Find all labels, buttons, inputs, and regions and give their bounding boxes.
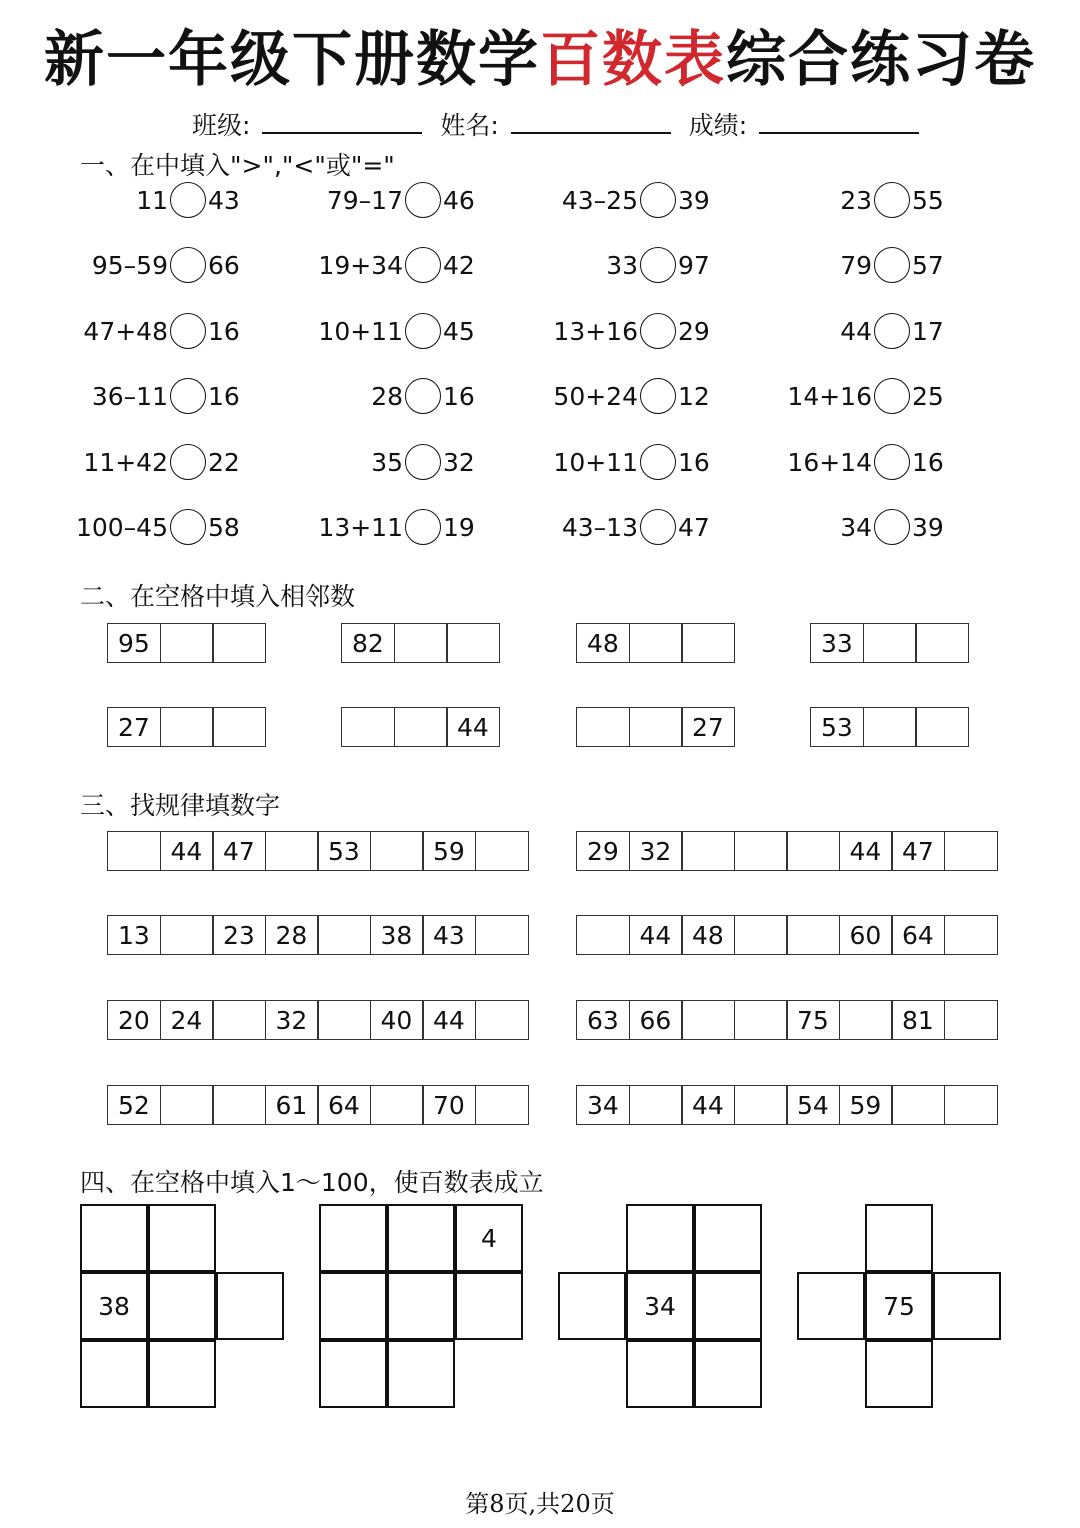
pattern-row <box>576 915 998 955</box>
number-box: 64 <box>317 1085 371 1125</box>
pattern-row <box>107 1085 529 1125</box>
number-box: 59 <box>839 1085 893 1125</box>
number-box: 38 <box>370 915 424 955</box>
pattern-row <box>107 831 529 871</box>
number-box: 82 <box>341 623 395 663</box>
name-label: 姓名: <box>440 111 499 140</box>
answer-circle[interactable] <box>874 313 910 349</box>
number-box[interactable] <box>160 707 214 747</box>
number-box: 53 <box>317 831 371 871</box>
number-box[interactable] <box>944 915 998 955</box>
left-expression: 79–17 <box>326 186 403 215</box>
right-value: 47 <box>678 513 710 542</box>
number-box: 63 <box>576 1000 630 1040</box>
right-value: 39 <box>912 513 944 542</box>
answer-circle[interactable] <box>640 378 676 414</box>
chart-cell[interactable] <box>694 1272 762 1340</box>
left-expression: 14+16 <box>787 382 872 412</box>
chart-cell[interactable] <box>148 1272 216 1340</box>
number-box: 44 <box>839 831 893 871</box>
number-box[interactable] <box>915 623 969 663</box>
number-box[interactable] <box>212 707 266 747</box>
chart-cell[interactable] <box>933 1272 1001 1340</box>
left-expression: 11+42 <box>83 447 168 477</box>
neighbor-box-group <box>341 623 500 663</box>
score-label: 成绩: <box>688 111 748 140</box>
chart-cell[interactable] <box>797 1272 865 1340</box>
number-box[interactable] <box>734 831 788 871</box>
number-box[interactable] <box>629 1085 683 1125</box>
chart-cell[interactable] <box>80 1340 148 1408</box>
number-box[interactable] <box>786 831 840 871</box>
number-box[interactable] <box>839 1000 893 1040</box>
number-box[interactable] <box>475 1085 529 1125</box>
number-box[interactable] <box>786 915 840 955</box>
chart-cell[interactable] <box>387 1204 455 1272</box>
number-box[interactable] <box>891 1085 945 1125</box>
answer-circle[interactable] <box>405 182 441 218</box>
left-expression: 34 <box>840 513 872 542</box>
number-box: 27 <box>107 707 161 747</box>
chart-cell[interactable] <box>319 1204 387 1272</box>
number-box: 32 <box>265 1000 319 1040</box>
chart-cell: 4 <box>455 1204 523 1272</box>
chart-cell[interactable] <box>319 1272 387 1340</box>
number-box: 44 <box>446 707 500 747</box>
answer-circle[interactable] <box>640 182 676 218</box>
neighbor-box-group <box>107 623 266 663</box>
number-box: 44 <box>681 1085 735 1125</box>
number-box[interactable] <box>681 623 735 663</box>
left-expression: 36–11 <box>91 382 168 412</box>
left-expression: 23 <box>840 186 872 215</box>
number-box[interactable] <box>863 623 917 663</box>
number-box: 66 <box>629 1000 683 1040</box>
pattern-row <box>576 1085 998 1125</box>
right-value: 46 <box>443 186 475 215</box>
answer-circle[interactable] <box>170 444 206 480</box>
neighbor-box-group <box>810 623 969 663</box>
left-expression: 13+16 <box>553 316 638 346</box>
number-box: 52 <box>107 1085 161 1125</box>
number-box[interactable] <box>944 1085 998 1125</box>
chart-cell[interactable] <box>558 1272 626 1340</box>
number-box: 81 <box>891 1000 945 1040</box>
answer-circle[interactable] <box>170 247 206 283</box>
left-expression: 47+48 <box>83 316 168 346</box>
left-expression: 79 <box>840 251 872 281</box>
chart-cell: 34 <box>626 1272 694 1340</box>
chart-cell: 75 <box>865 1272 933 1340</box>
chart-cell[interactable] <box>387 1340 455 1408</box>
answer-circle[interactable] <box>640 313 676 349</box>
answer-circle[interactable] <box>874 444 910 480</box>
number-box[interactable] <box>160 1085 214 1125</box>
answer-circle[interactable] <box>405 444 441 480</box>
right-value: 22 <box>208 447 240 477</box>
section2-heading: 二、在空格中填入相邻数 <box>80 582 356 611</box>
number-box: 33 <box>810 623 864 663</box>
pattern-row <box>576 831 998 871</box>
answer-circle[interactable] <box>170 313 206 349</box>
number-box: 48 <box>681 915 735 955</box>
number-box: 47 <box>212 831 266 871</box>
number-box[interactable] <box>160 915 214 955</box>
chart-cell[interactable] <box>148 1204 216 1272</box>
number-box: 44 <box>629 915 683 955</box>
answer-circle[interactable] <box>405 509 441 545</box>
number-box[interactable] <box>475 831 529 871</box>
answer-circle[interactable] <box>170 509 206 545</box>
right-value: 16 <box>208 316 240 346</box>
right-value: 17 <box>912 316 944 346</box>
chart-cell[interactable] <box>865 1204 933 1272</box>
number-box[interactable] <box>734 915 788 955</box>
right-value: 57 <box>912 251 944 281</box>
title-highlight: 百数表 <box>540 25 726 95</box>
number-box: 64 <box>891 915 945 955</box>
answer-circle[interactable] <box>640 247 676 283</box>
left-expression: 10+11 <box>553 447 638 477</box>
number-box[interactable] <box>317 1000 371 1040</box>
left-expression: 43–25 <box>561 186 638 215</box>
number-box: 44 <box>422 1000 476 1040</box>
number-box: 48 <box>576 623 630 663</box>
left-expression: 19+34 <box>318 251 403 281</box>
title-part1: 新一年级下册数学 <box>44 25 540 95</box>
right-value: 66 <box>208 251 240 281</box>
answer-circle[interactable] <box>874 509 910 545</box>
chart-cell[interactable] <box>148 1340 216 1408</box>
number-box[interactable] <box>160 623 214 663</box>
student-info-row <box>192 106 929 142</box>
left-expression: 95–59 <box>91 251 168 281</box>
right-value: 16 <box>912 447 944 477</box>
neighbor-box-group <box>576 707 735 747</box>
number-box[interactable] <box>107 831 161 871</box>
chart-cell[interactable] <box>455 1272 523 1340</box>
neighbor-box-group <box>341 707 500 747</box>
number-box: 13 <box>107 915 161 955</box>
number-box[interactable] <box>576 915 630 955</box>
number-box[interactable] <box>446 623 500 663</box>
number-box[interactable] <box>629 623 683 663</box>
number-box[interactable] <box>370 1085 424 1125</box>
number-box[interactable] <box>629 707 683 747</box>
answer-circle[interactable] <box>640 509 676 545</box>
chart-cell: 38 <box>80 1272 148 1340</box>
right-value: 25 <box>912 382 944 412</box>
number-box: 28 <box>265 915 319 955</box>
number-box[interactable] <box>317 915 371 955</box>
number-box: 43 <box>422 915 476 955</box>
chart-cell[interactable] <box>865 1340 933 1408</box>
section1-heading: 一、在中填入">","<"或"=" <box>80 151 395 180</box>
left-expression: 10+11 <box>318 316 403 346</box>
right-value: 19 <box>443 513 475 542</box>
score-field[interactable] <box>759 110 919 134</box>
left-expression: 44 <box>840 316 872 346</box>
left-expression: 13+11 <box>318 513 403 542</box>
neighbor-box-group <box>576 623 735 663</box>
right-value: 39 <box>678 186 710 215</box>
answer-circle[interactable] <box>405 247 441 283</box>
pattern-row <box>576 1000 998 1040</box>
number-box: 20 <box>107 1000 161 1040</box>
title-part2: 综合练习卷 <box>726 25 1036 95</box>
class-label: 班级: <box>192 111 251 140</box>
number-box[interactable] <box>475 1000 529 1040</box>
number-box: 32 <box>629 831 683 871</box>
chart-cell[interactable] <box>626 1204 694 1272</box>
number-box: 27 <box>681 707 735 747</box>
number-box: 34 <box>576 1085 630 1125</box>
right-value: 16 <box>443 382 475 412</box>
number-box[interactable] <box>265 831 319 871</box>
neighbor-box-group <box>810 707 969 747</box>
number-box: 40 <box>370 1000 424 1040</box>
number-box[interactable] <box>734 1085 788 1125</box>
left-expression: 28 <box>371 382 403 412</box>
left-expression: 43–13 <box>561 513 638 542</box>
left-expression: 33 <box>606 251 638 281</box>
chart-cell[interactable] <box>694 1204 762 1272</box>
number-box[interactable] <box>681 831 735 871</box>
number-box: 61 <box>265 1085 319 1125</box>
section4-heading: 四、在空格中填入1～100，使百数表成立 <box>80 1168 544 1197</box>
section3-heading: 三、找规律填数字 <box>80 791 281 820</box>
number-box[interactable] <box>394 623 448 663</box>
right-value: 29 <box>678 316 710 346</box>
name-field[interactable] <box>511 110 671 134</box>
number-box[interactable] <box>944 831 998 871</box>
chart-cell[interactable] <box>387 1272 455 1340</box>
number-box: 53 <box>810 707 864 747</box>
chart-cell[interactable] <box>694 1340 762 1408</box>
chart-cell[interactable] <box>626 1340 694 1408</box>
number-box: 23 <box>212 915 266 955</box>
answer-circle[interactable] <box>405 378 441 414</box>
answer-circle[interactable] <box>874 247 910 283</box>
pattern-row <box>107 1000 529 1040</box>
number-box[interactable] <box>212 1085 266 1125</box>
right-value: 16 <box>678 447 710 477</box>
number-box: 44 <box>160 831 214 871</box>
left-expression: 11 <box>136 186 168 215</box>
number-box[interactable] <box>576 707 630 747</box>
right-value: 43 <box>208 186 240 215</box>
page-title <box>0 12 1080 98</box>
left-expression: 35 <box>371 447 403 477</box>
right-value: 97 <box>678 251 710 281</box>
number-box[interactable] <box>944 1000 998 1040</box>
number-box[interactable] <box>734 1000 788 1040</box>
answer-circle[interactable] <box>640 444 676 480</box>
answer-circle[interactable] <box>874 182 910 218</box>
chart-cell[interactable] <box>216 1272 284 1340</box>
right-value: 12 <box>678 382 710 412</box>
neighbor-box-group <box>107 707 266 747</box>
number-box: 54 <box>786 1085 840 1125</box>
right-value: 45 <box>443 316 475 346</box>
number-box[interactable] <box>212 623 266 663</box>
number-box[interactable] <box>681 1000 735 1040</box>
answer-circle[interactable] <box>874 378 910 414</box>
number-box[interactable] <box>212 1000 266 1040</box>
number-box: 59 <box>422 831 476 871</box>
left-expression: 16+14 <box>787 447 872 477</box>
left-expression: 50+24 <box>553 382 638 412</box>
right-value: 32 <box>443 447 475 477</box>
answer-circle[interactable] <box>170 378 206 414</box>
number-box: 24 <box>160 1000 214 1040</box>
number-box[interactable] <box>915 707 969 747</box>
left-expression: 100–45 <box>75 513 168 542</box>
chart-cell[interactable] <box>80 1204 148 1272</box>
number-box: 60 <box>839 915 893 955</box>
class-field[interactable] <box>262 110 422 134</box>
pattern-row <box>107 915 529 955</box>
number-box[interactable] <box>475 915 529 955</box>
number-box: 75 <box>786 1000 840 1040</box>
number-box[interactable] <box>863 707 917 747</box>
number-box: 95 <box>107 623 161 663</box>
number-box: 47 <box>891 831 945 871</box>
right-value: 58 <box>208 513 240 542</box>
right-value: 42 <box>443 251 475 281</box>
number-box[interactable] <box>341 707 395 747</box>
number-box: 29 <box>576 831 630 871</box>
answer-circle[interactable] <box>170 182 206 218</box>
page-footer: 第8页,共20页 <box>465 1490 615 1518</box>
number-box: 70 <box>422 1085 476 1125</box>
right-value: 16 <box>208 382 240 412</box>
number-box[interactable] <box>370 831 424 871</box>
right-value: 55 <box>912 186 944 215</box>
answer-circle[interactable] <box>405 313 441 349</box>
number-box[interactable] <box>394 707 448 747</box>
chart-cell[interactable] <box>319 1340 387 1408</box>
